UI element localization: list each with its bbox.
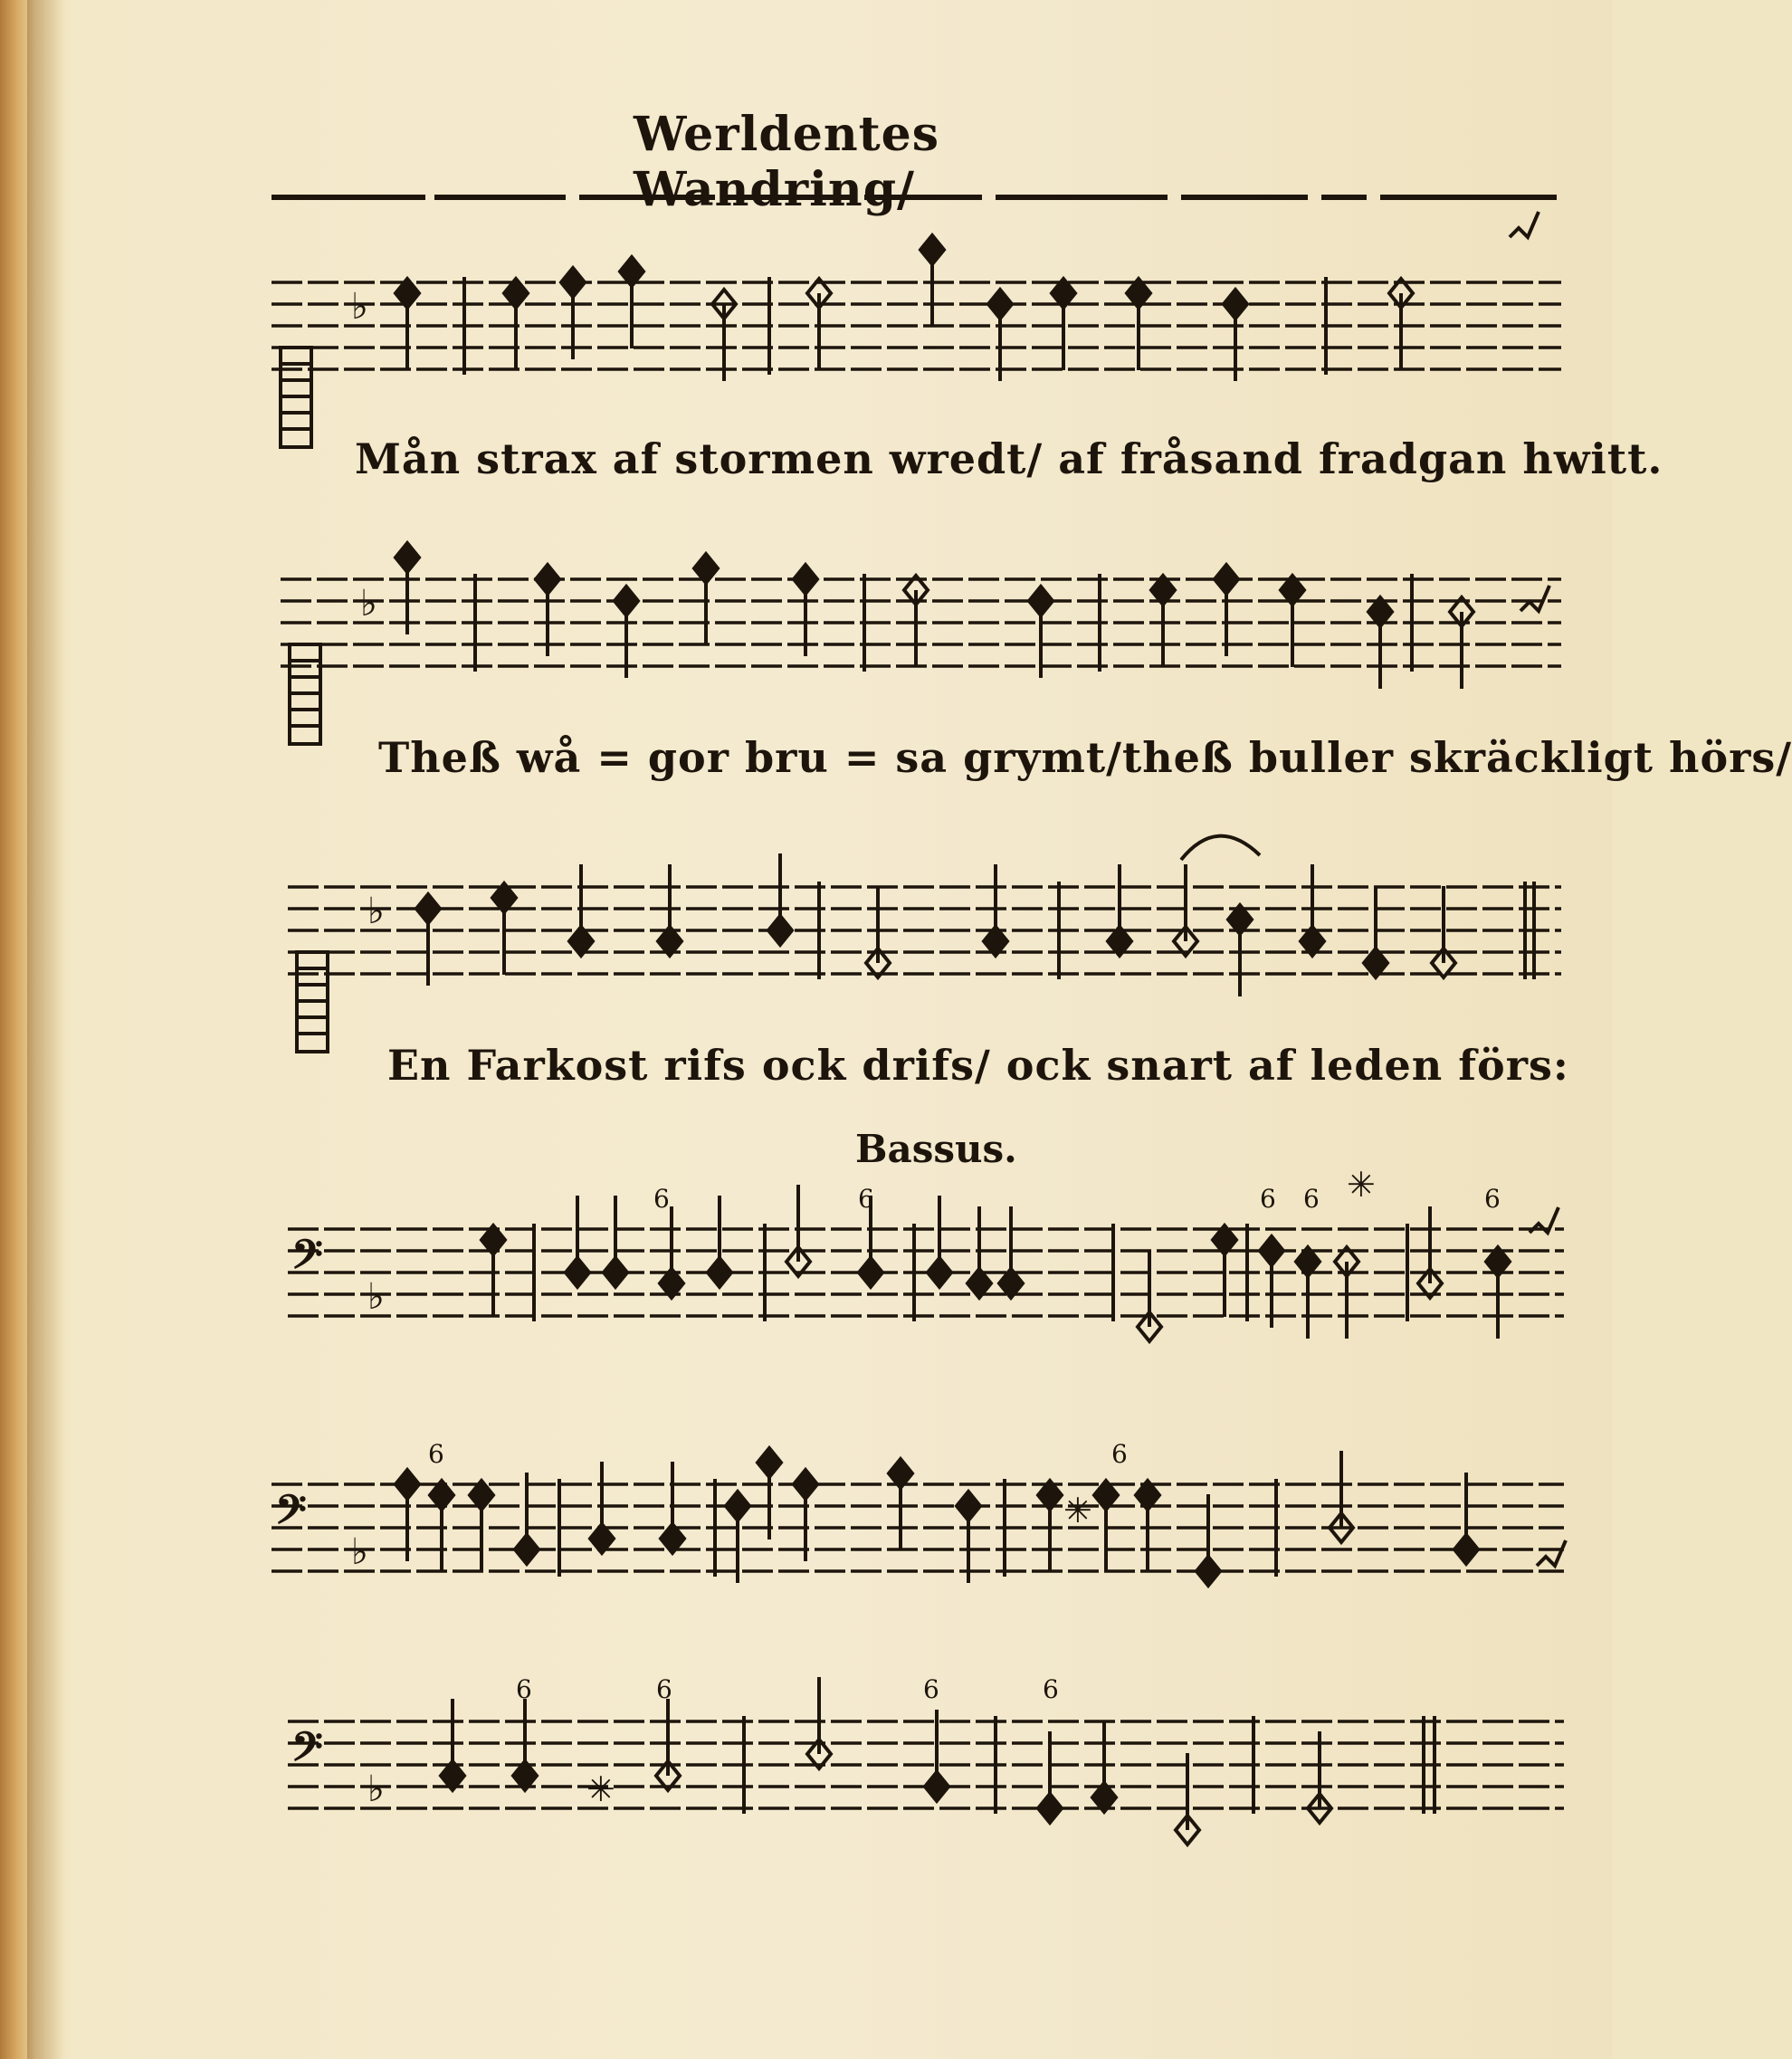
staff-6-f-clef: 𝄢 [291,1722,323,1780]
figured-bass-six: 6 [1260,1184,1276,1214]
custos-mark [1530,1207,1558,1233]
figured-bass-six: 6 [1303,1184,1320,1214]
staff-5-f-clef: 𝄢 [275,1485,307,1543]
staff-1-flat-sign: ♭ [351,286,368,328]
staff-3-flat-sign: ♭ [367,891,385,932]
lyric-line-3: En Farkost rifs ock drifs/ ock snart af leden förs: [387,1041,1569,1090]
staff-6-flat-sign: ♭ [367,1768,385,1810]
figured-bass-six: 6 [656,1674,672,1704]
figured-bass-six: 6 [653,1184,670,1214]
running-title: Werldentes Wandring/ [634,107,940,217]
figured-bass-six: 6 [858,1184,874,1214]
accidental-star: ✳ [1347,1165,1376,1205]
figured-bass-six: 6 [1484,1184,1501,1214]
accidental-star: ✳ [586,1769,615,1809]
figured-bass-six: 6 [428,1439,444,1469]
custos-mark [1510,212,1539,237]
figured-bass-six: 6 [923,1674,939,1704]
part-label-bassus: Bassus. [855,1127,1017,1171]
lyric-line-1: Mån strax af stormen wredt/ af fråsand fradgan hwitt. [355,434,1663,483]
custos-mark [1520,586,1549,611]
staff-4-f-clef: 𝄢 [291,1230,323,1288]
staff-5-flat-sign: ♭ [351,1531,368,1573]
lyric-line-2: Theß wå = gor bru = sa grymt/theß buller skräckligt hörs/ [378,733,1792,782]
figured-bass-six: 6 [1043,1674,1059,1704]
custos-mark [1537,1540,1566,1566]
staff-4-flat-sign: ♭ [367,1276,385,1318]
staff-2-flat-sign: ♭ [360,583,377,624]
accidental-star: ✳ [1063,1491,1092,1530]
figured-bass-six: 6 [1111,1439,1128,1469]
slur [1181,836,1260,860]
figured-bass-six: 6 [516,1674,532,1704]
